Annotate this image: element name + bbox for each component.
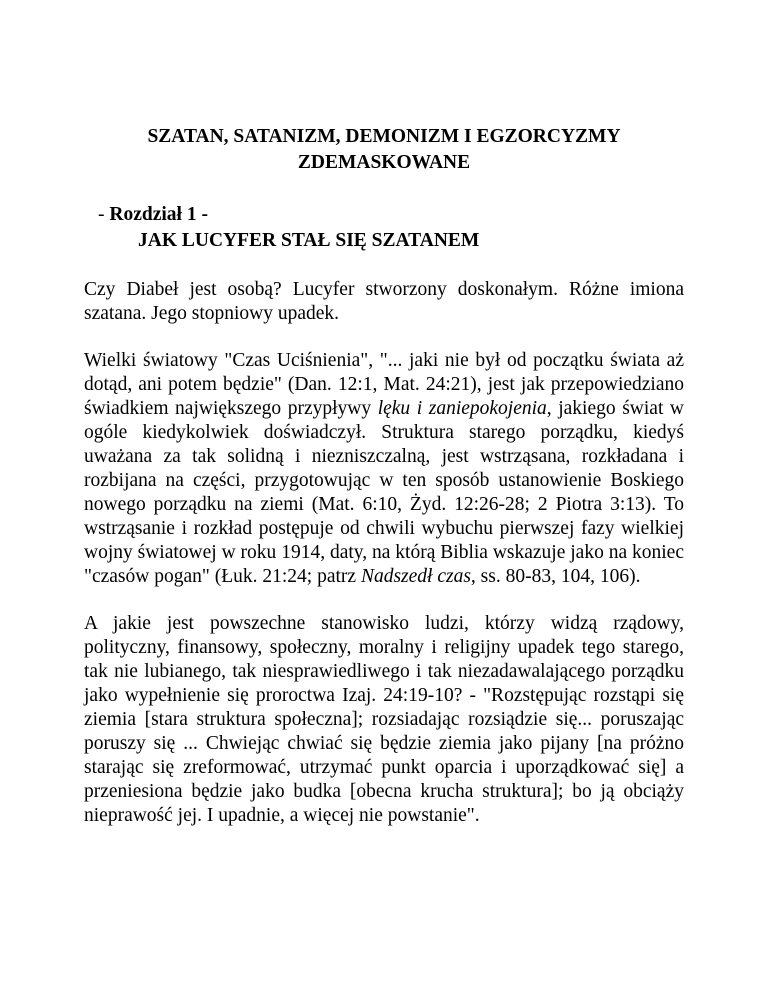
chapter-heading: JAK LUCYFER STAŁ SIĘ SZATANEM: [138, 230, 480, 251]
paragraph-1-emphasis-2: Nadszedł czas: [360, 566, 471, 587]
paragraph-1-text-a: Wielki światowy "Czas Uciśnienia", "... jaki nie był od początku świata aż dotąd, ani potem będzie" (Dan. 12:1, Mat. 24:21), jest jak przepowiedziano świadkiem największego przypływy: [84, 350, 684, 419]
chapter-number-line: [84, 202, 684, 228]
chapter-header: [84, 202, 684, 254]
document-title: [84, 124, 684, 176]
document-page: [84, 124, 684, 828]
paragraph-1-text-c: , ss. 80-83, 104, 106).: [470, 566, 641, 587]
chapter-summary: Czy Diabeł jest osobą? Lucyfer stworzony doskonałym. Różne imiona szatana. Jego stopniowy upadek.: [84, 279, 684, 324]
chapter-prefix: -: [98, 204, 110, 225]
paragraph-1: [84, 349, 684, 589]
title-line-2: ZDEMASKOWANE: [297, 152, 471, 173]
paragraph-1-emphasis-1: lęku i zaniepokojenia: [377, 398, 547, 419]
title-line-1: SZATAN, SATANIZM, DEMONIZM I EGZORCYZMY: [147, 126, 621, 147]
paragraph-1-text-b: , jakiego świat w ogóle kiedykolwiek doświadczył. Struktura starego porządku, kiedyś uważana za tak solidną i niezniszczalną, jest wstrząsana, rozkładana i rozbijana na części, przygotowując w ten sposób ustanowienie Boskiego nowego porządku na ziemi (Mat. 6:10, Żyd. 12:26-28; 2 Piotra 3:13). To wstrząsanie i rozkład postępuje od chwili wybuchu pierwszej fazy wielkiej wojny światowej w roku 1914, daty, na którą Biblia wskazuje jako na koniec "czasów pogan" (Łuk. 21:24; patrz: [84, 398, 685, 587]
paragraph-2: A jakie jest powszechne stanowisko ludzi, którzy widzą rządowy, polityczny, finansowy, społeczny, moralny i religijny upadek tego starego, tak nie lubianego, tak niesprawiedliwego i tak niezadawalającego porządku jako wypełnienie się proroctwa Izaj. 24:19-10? - "Rozstępując rozstąpi się ziemia [stara struktura społeczna]; rozsiadając rozsiądzie się... poruszając poruszy się ... Chwiejąc chwiać się będzie ziemia jako pijany [na próżno starając się zreformować, utrzymać punkt oparcia i uporządkować się] a przeniesiona będzie jako budka [obecna krucha struktura]; bo ją obciąży nieprawość jej. I upadnie, a więcej nie powstanie".: [84, 613, 684, 826]
chapter-number: Rozdział 1 -: [109, 204, 208, 225]
